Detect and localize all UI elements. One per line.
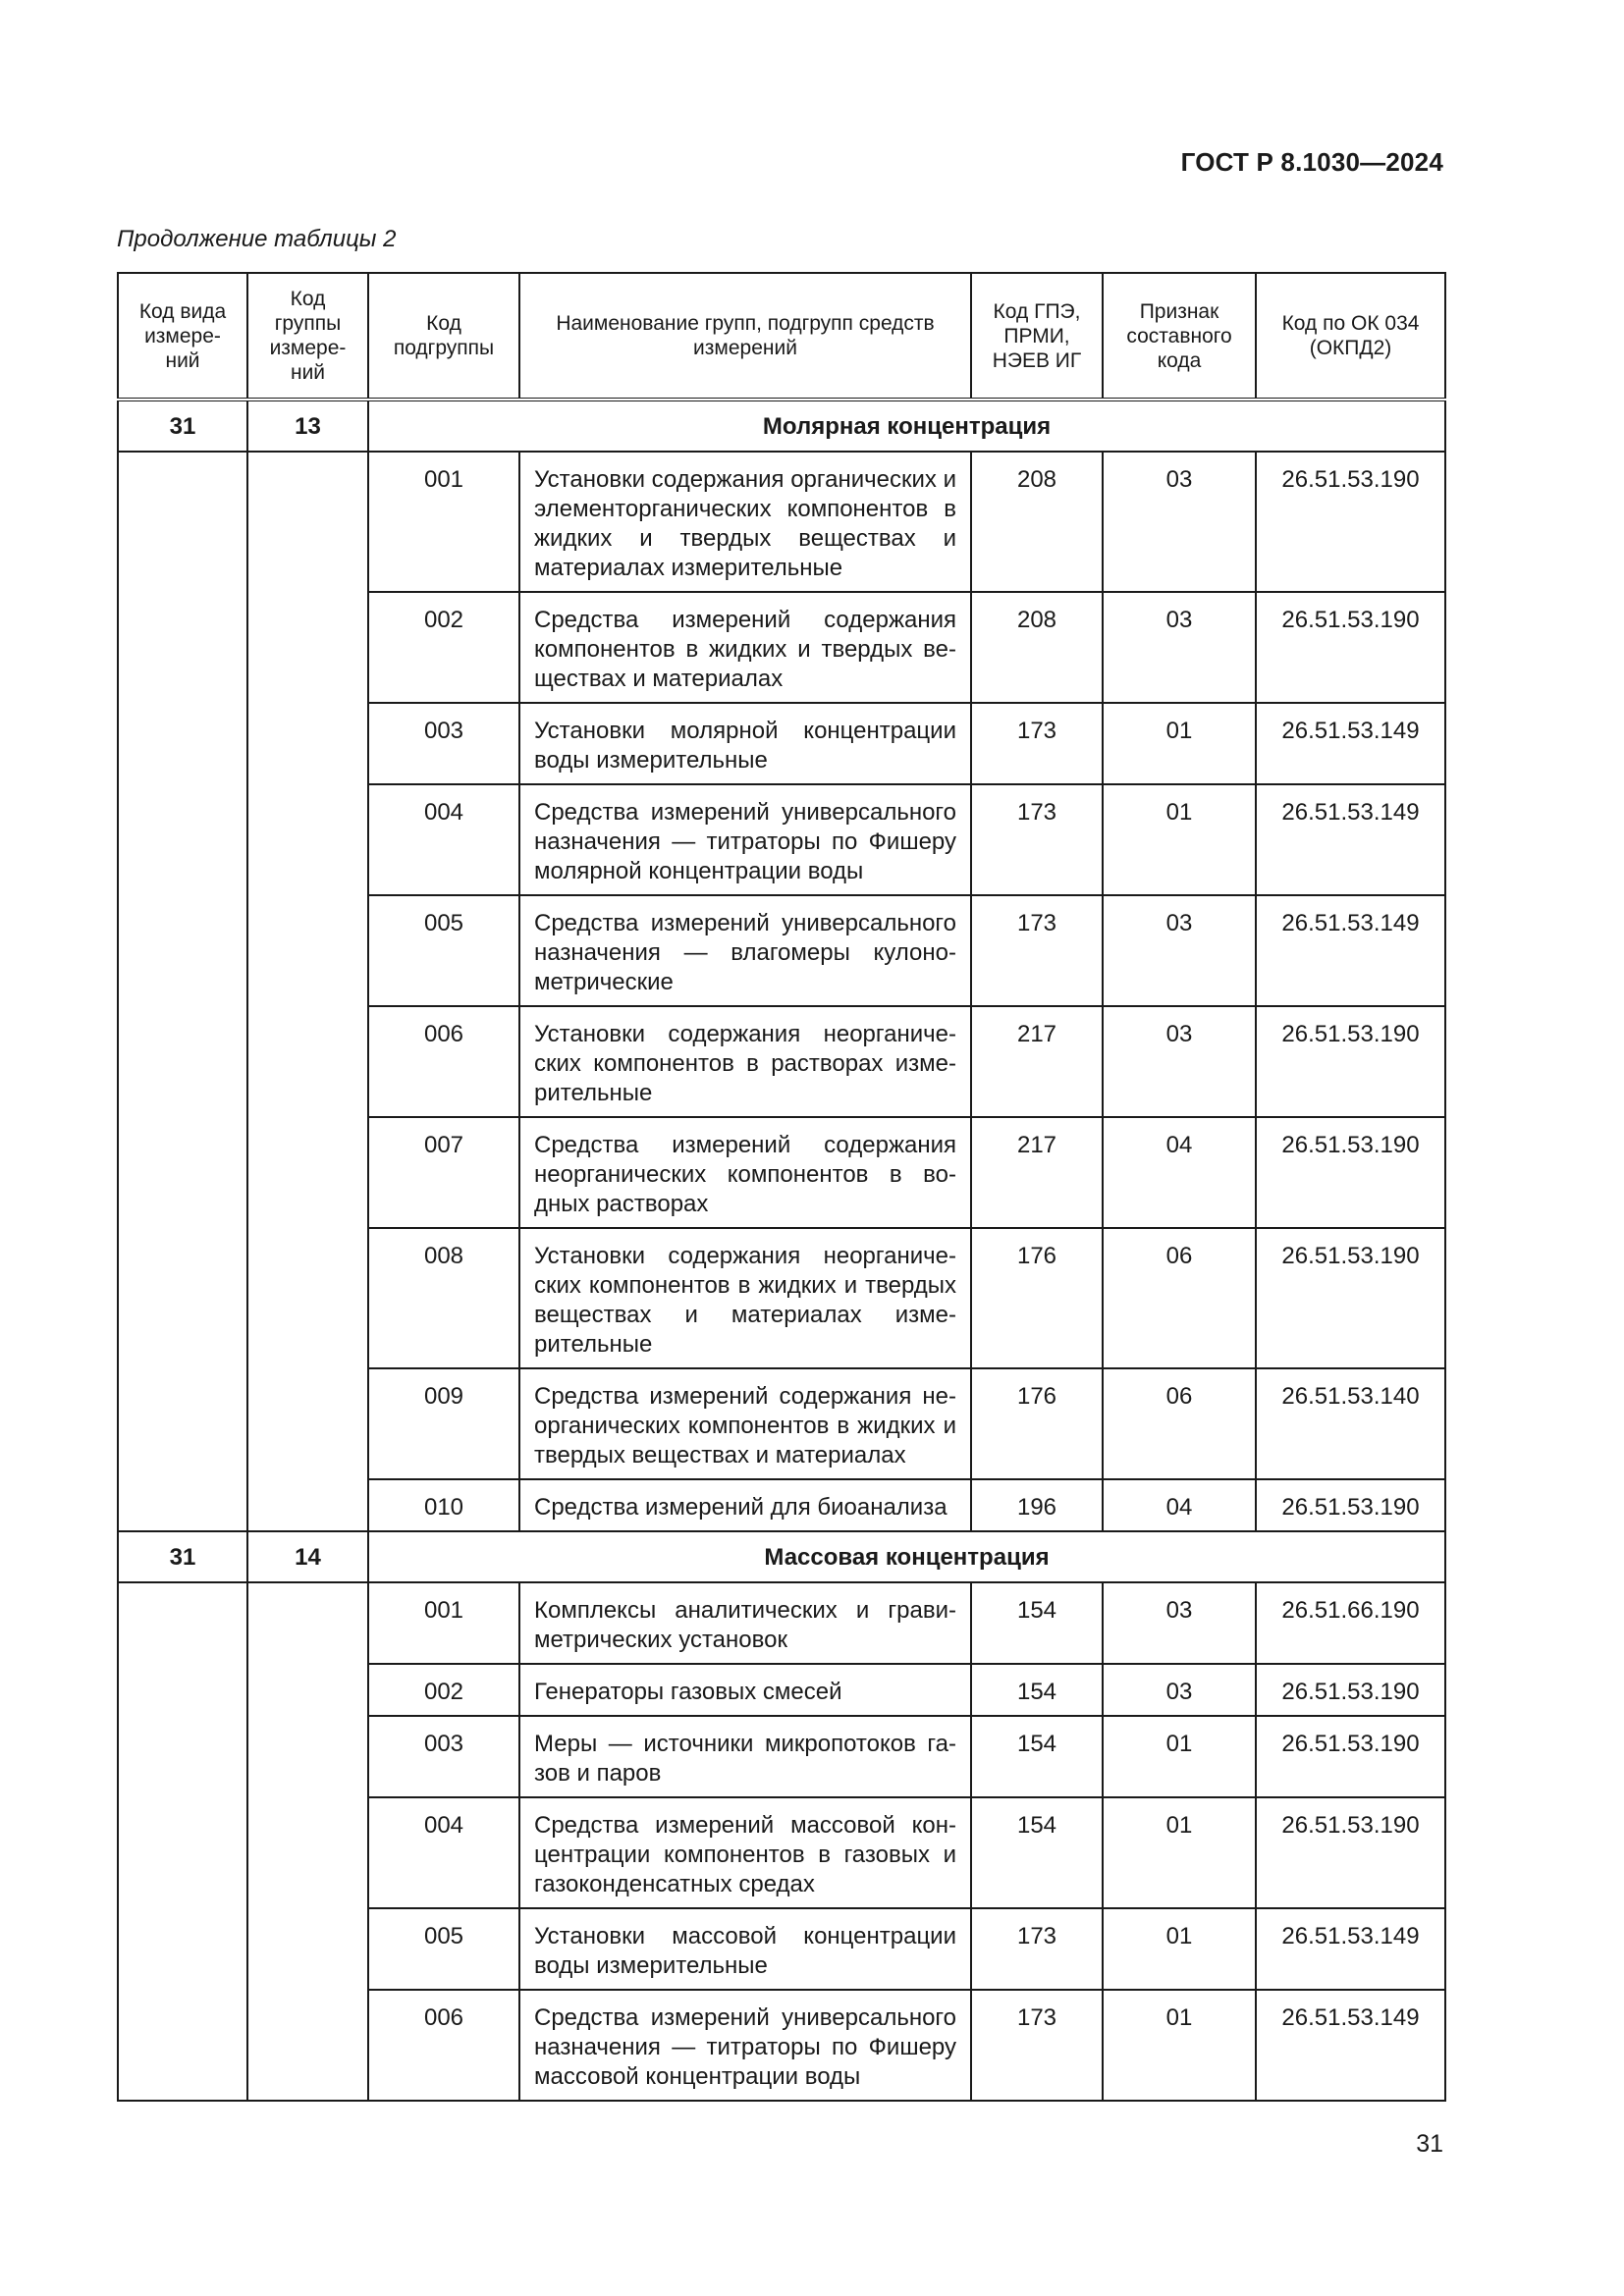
okpd-code: 26.51.53.190 (1256, 1797, 1445, 1908)
okpd-code: 26.51.53.190 (1256, 1664, 1445, 1716)
group-name: Средства измерений универсального назначения — влагомеры кулонометрические (519, 895, 971, 1006)
table-header-row (118, 273, 1445, 400)
section-title: Молярная концентрация (368, 400, 1445, 452)
composite-flag: 06 (1103, 1228, 1256, 1368)
okpd-code: 26.51.53.149 (1256, 703, 1445, 784)
gpe-code: 217 (971, 1117, 1103, 1228)
okpd-code: 26.51.53.149 (1256, 1908, 1445, 1990)
section-type-code: 31 (118, 400, 247, 452)
gpe-code: 173 (971, 1990, 1103, 2101)
section-type-code: 31 (118, 1531, 247, 1582)
subgroup-code: 004 (368, 1797, 519, 1908)
composite-flag: 01 (1103, 703, 1256, 784)
subgroup-code: 005 (368, 1908, 519, 1990)
gpe-code: 173 (971, 1908, 1103, 1990)
group-name: Установки массовой концентрации воды измерительные (519, 1908, 971, 1990)
subgroup-code: 007 (368, 1117, 519, 1228)
subgroup-code: 002 (368, 592, 519, 703)
group-name: Установки содержания органических и элементорганических компонентов в жидких и твердых веществах и материалах измерительные (519, 452, 971, 592)
section-title: Массовая концентрация (368, 1531, 1445, 1582)
group-name: Средства измерений для биоанализа (519, 1479, 971, 1531)
subgroup-code: 003 (368, 703, 519, 784)
section-row-mass (118, 1531, 1445, 1582)
composite-flag: 03 (1103, 895, 1256, 1006)
col-header-subgroup: Код подгруппы (368, 273, 519, 400)
col-header-name: Наименование групп, подгрупп средств измерений (519, 273, 971, 400)
composite-flag: 03 (1103, 452, 1256, 592)
gpe-code: 176 (971, 1368, 1103, 1479)
group-name: Средства измерений массовой концентрации компонентов в газовых и газоконденсатных средах (519, 1797, 971, 1908)
standard-code: ГОСТ Р 8.1030—2024 (1180, 147, 1443, 177)
subgroup-code: 010 (368, 1479, 519, 1531)
composite-flag: 01 (1103, 1990, 1256, 2101)
col-header-okpd-code: Код по ОК 034 (ОКПД2) (1256, 273, 1445, 400)
composite-flag: 01 (1103, 1908, 1256, 1990)
okpd-code: 26.51.53.190 (1256, 1117, 1445, 1228)
group-name: Средства измерений содержания неорганических компонентов в жидких и твердых веществах и материалах (519, 1368, 971, 1479)
subgroup-code: 004 (368, 784, 519, 895)
group-name: Меры — источники микропотоков газов и паров (519, 1716, 971, 1797)
section-group-code: 13 (247, 400, 368, 452)
composite-flag: 01 (1103, 1716, 1256, 1797)
subgroup-code: 002 (368, 1664, 519, 1716)
empty-cell (118, 452, 247, 1531)
group-name: Комплексы аналитических и гравиметрических установок (519, 1582, 971, 1664)
group-name: Средства измерений содержания неорганических компонентов в водных растворах (519, 1117, 971, 1228)
gpe-code: 154 (971, 1716, 1103, 1797)
subgroup-code: 001 (368, 1582, 519, 1664)
empty-cell (247, 452, 368, 1531)
group-name: Генераторы газовых смесей (519, 1664, 971, 1716)
empty-cell (247, 1582, 368, 2101)
okpd-code: 26.51.66.190 (1256, 1582, 1445, 1664)
okpd-code: 26.51.53.190 (1256, 592, 1445, 703)
table-row (118, 1582, 1445, 1664)
composite-flag: 06 (1103, 1368, 1256, 1479)
gpe-code: 208 (971, 452, 1103, 592)
okpd-code: 26.51.53.149 (1256, 1990, 1445, 2101)
composite-flag: 04 (1103, 1117, 1256, 1228)
okpd-code: 26.51.53.190 (1256, 1479, 1445, 1531)
gpe-code: 154 (971, 1582, 1103, 1664)
subgroup-code: 003 (368, 1716, 519, 1797)
composite-flag: 03 (1103, 1582, 1256, 1664)
composite-flag: 04 (1103, 1479, 1256, 1531)
gpe-code: 173 (971, 895, 1103, 1006)
col-header-measure-type: Код вида измере- ний (118, 273, 247, 400)
okpd-code: 26.51.53.190 (1256, 1716, 1445, 1797)
empty-cell (118, 1582, 247, 2101)
okpd-code: 26.51.53.149 (1256, 895, 1445, 1006)
gpe-code: 176 (971, 1228, 1103, 1368)
gpe-code: 173 (971, 784, 1103, 895)
okpd-code: 26.51.53.190 (1256, 452, 1445, 592)
subgroup-code: 006 (368, 1990, 519, 2101)
composite-flag: 03 (1103, 1664, 1256, 1716)
subgroup-code: 006 (368, 1006, 519, 1117)
subgroup-code: 009 (368, 1368, 519, 1479)
gpe-code: 173 (971, 703, 1103, 784)
group-name: Установки содержания неорганических компонентов в жидких и твердых веществах и материалах измерительные (519, 1228, 971, 1368)
composite-flag: 03 (1103, 1006, 1256, 1117)
group-name: Средства измерений содержания компонентов в жидких и твердых веществах и материалах (519, 592, 971, 703)
composite-flag: 01 (1103, 784, 1256, 895)
gpe-code: 217 (971, 1006, 1103, 1117)
col-header-composite-flag: Признак составного кода (1103, 273, 1256, 400)
composite-flag: 01 (1103, 1797, 1256, 1908)
subgroup-code: 001 (368, 452, 519, 592)
okpd-code: 26.51.53.140 (1256, 1368, 1445, 1479)
table-caption: Продолжение таблицы 2 (117, 226, 397, 252)
subgroup-code: 008 (368, 1228, 519, 1368)
composite-flag: 03 (1103, 592, 1256, 703)
group-name: Установки молярной концентрации воды измерительные (519, 703, 971, 784)
group-name: Установки содержания неорганических компонентов в растворах измерительные (519, 1006, 971, 1117)
gpe-code: 154 (971, 1664, 1103, 1716)
section-group-code: 14 (247, 1531, 368, 1582)
col-header-gpe-code: Код ГПЭ, ПРМИ, НЭЕВ ИГ (971, 273, 1103, 400)
group-name: Средства измерений универсального назначения — титраторы по Фишеру молярной концентрации воды (519, 784, 971, 895)
okpd-code: 26.51.53.190 (1256, 1228, 1445, 1368)
gpe-code: 196 (971, 1479, 1103, 1531)
section-row-molar (118, 400, 1445, 452)
subgroup-code: 005 (368, 895, 519, 1006)
page-number: 31 (1416, 2130, 1443, 2158)
table-row (118, 452, 1445, 592)
okpd-code: 26.51.53.190 (1256, 1006, 1445, 1117)
group-name: Средства измерений универсального назначения — титраторы по Фишеру массовой концентрации воды (519, 1990, 971, 2101)
okpd-code: 26.51.53.149 (1256, 784, 1445, 895)
col-header-measure-group: Код группы измере- ний (247, 273, 368, 400)
classification-table (117, 272, 1446, 2102)
gpe-code: 154 (971, 1797, 1103, 1908)
gpe-code: 208 (971, 592, 1103, 703)
